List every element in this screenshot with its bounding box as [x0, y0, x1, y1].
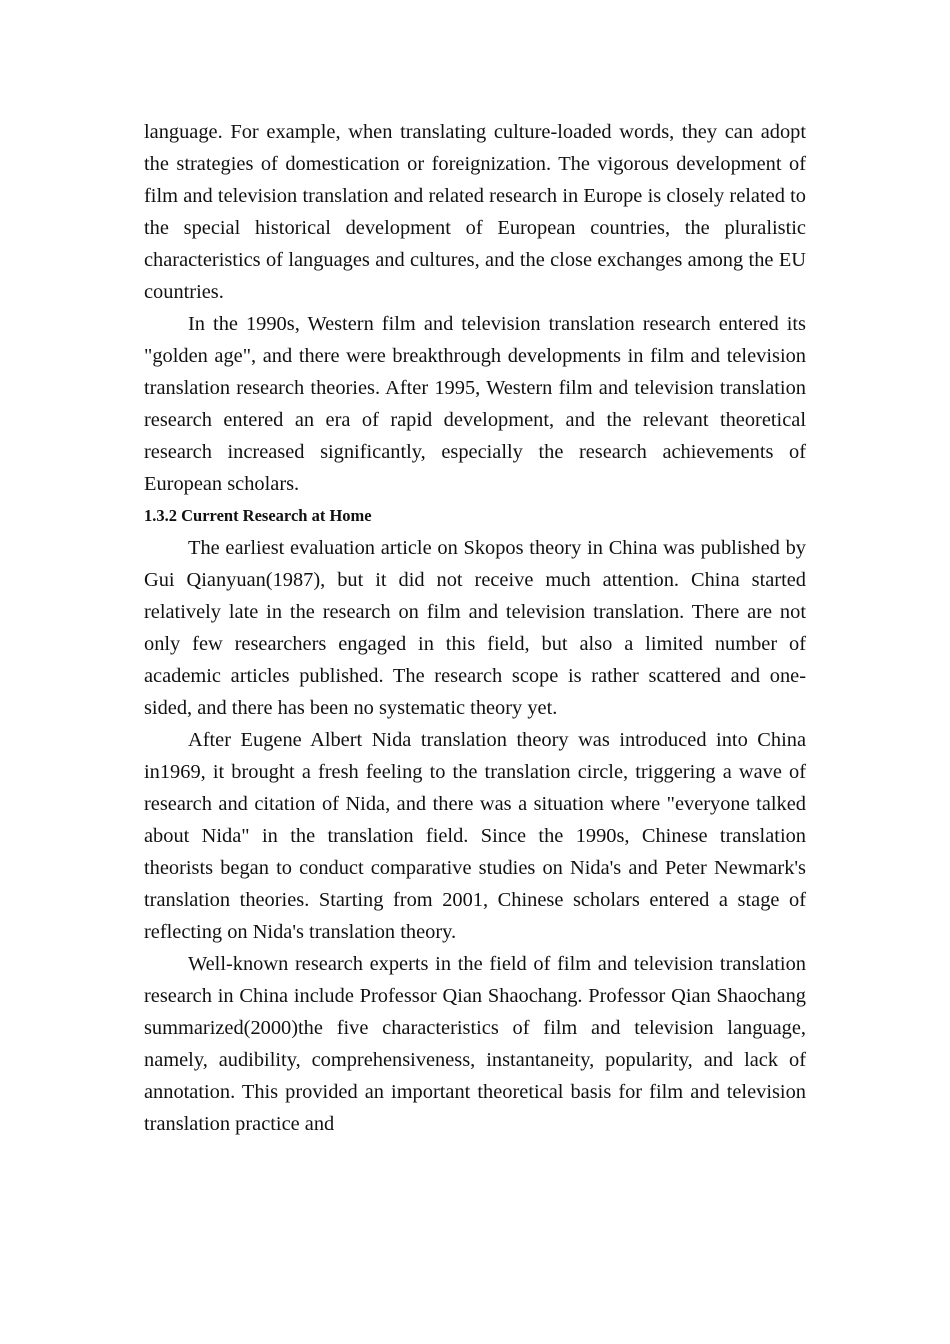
document-body [144, 116, 806, 1140]
section-heading: 1.3.2 Current Research at Home [144, 506, 372, 525]
paragraph-skopos: The earliest evaluation article on Skopos theory in China was published by Gui Qianyuan(1987), but it did not receive much attention. China started relatively late in the research on film and television translation. There are not only few researchers engaged in this field, but also a limited number of academic articles published. The research scope is rather scattered and one-sided, and there has been no systematic theory yet. [144, 537, 806, 719]
paragraph-qian-shaochang: Well-known research experts in the field of film and television translation research in China include Professor Qian Shaochang. Professor Qian Shaochang summarized(2000)the five characteristics of film and television language, namely, audibility, comprehensiveness, instantaneity, popularity, and lack of annotation. This provided an important theoretical basis for film and television translation practice and [144, 953, 806, 1135]
paragraph-continuation: language. For example, when translating culture-loaded words, they can adopt the strategies of domestication or foreignization. The vigorous development of film and television translation and related research in Europe is closely related to the special historical development of European countries, the pluralistic characteristics of languages and cultures, and the close exchanges among the EU countries. [144, 121, 806, 303]
paragraph-golden-age: In the 1990s, Western film and television translation research entered its "golden age", and there were breakthrough developments in film and television translation research theories. After 1995, Western film and television translation research entered an era of rapid development, and the relevant theoretical research increased significantly, especially the research achievements of European scholars. [144, 313, 806, 495]
paragraph-nida: After Eugene Albert Nida translation theory was introduced into China in1969, it brought a fresh feeling to the translation circle, triggering a wave of research and citation of Nida, and there was a situation where "everyone talked about Nida" in the translation field. Since the 1990s, Chinese translation theorists began to conduct comparative studies on Nida's and Peter Newmark's translation theories. Starting from 2001, Chinese scholars entered a stage of reflecting on Nida's translation theory. [144, 729, 806, 943]
